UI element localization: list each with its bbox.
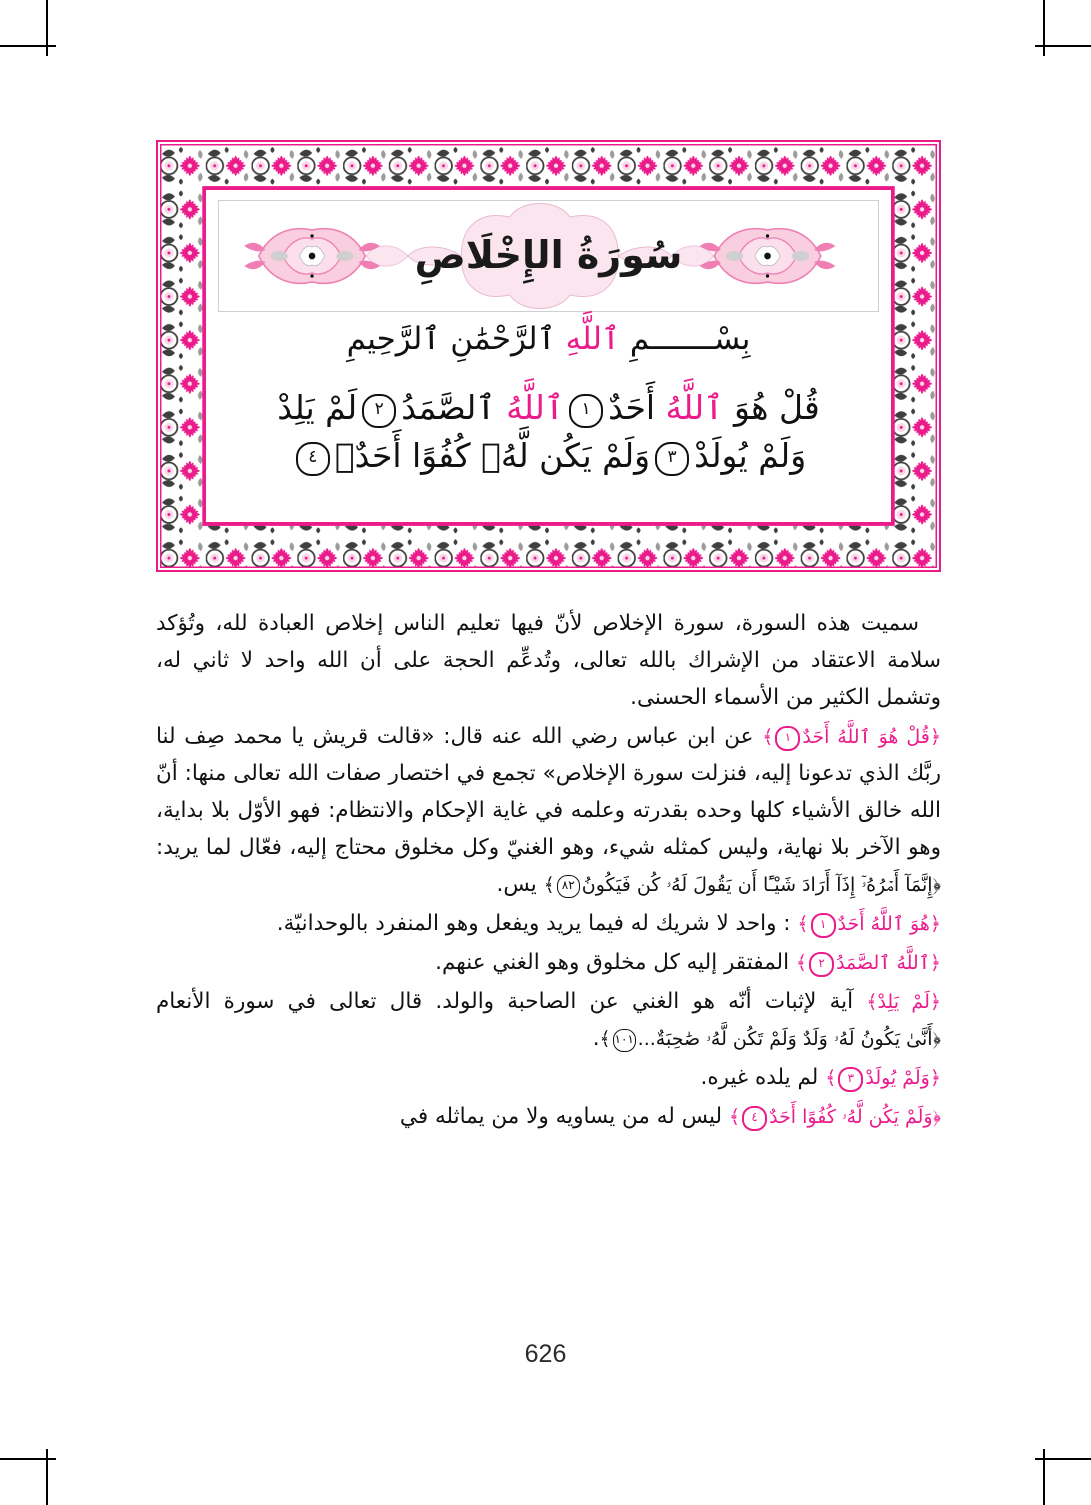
ayah-marker-2: ٢: [362, 394, 396, 428]
ayah-1-part-b: أَحَدٌ: [608, 388, 666, 427]
inline-quote-close-6: ﴾: [728, 1105, 741, 1128]
anam-period: .: [592, 1025, 600, 1051]
inline-quote-close-3: ﴾: [795, 951, 808, 974]
commentary-intro-paragraph: سميت هذه السورة، سورة الإخلاص لأنّ فيها تعليم الناس إخلاص العبادة لله، وتُؤكد سلامة الاعتقاد من الإشراك بالله تعالى، وتُدعِّم الحجة على أن الله واحد لا ثاني له، وتشمل الكثير من الأسماء الحسنى.: [156, 611, 941, 710]
inline-quote-text-6: ﴿وَلَمْ يَكُن لَّهُۥ كُفُوًا أَحَدٌ: [769, 1105, 941, 1128]
crop-mark-top-left-horizontal: [0, 45, 56, 47]
inline-ayah-badge-2: ٢: [809, 952, 834, 977]
inline-quran-quote-ayah-1: [762, 724, 941, 748]
anam-ayah-badge: ١٠١: [613, 1029, 636, 1052]
commentary-text-1: عن ابن عباس رضي الله عنه قال: «قالت قريش يا محمد صِف لنا ربَّك الذي تدعونا إليه، فنزلت سورة الإخلاص» تجمع في اختصار صفات الله تعالى منها: أنّ الله خالق الأشياء كلها وحده بقدرته وعلمه في غاية الإحكام والانتظام: فهو الأوّل بلا بداية، وهو الآخر بلا نهاية، وليس كمثله شيء، وهو الغنيّ وكل مخلوق محتاج إليه، فعّال لما يريد:: [156, 723, 941, 860]
page-number: 626: [524, 1340, 567, 1368]
ayah-marker-1: ١: [569, 394, 603, 428]
ayah-3-tail: وَلَمْ يُولَدْ: [694, 435, 807, 475]
commentary-block-ayah-2-tafsir: [156, 945, 941, 982]
basmala-before: بِسْـــــــمِ: [620, 321, 751, 357]
basmala-allah-highlight: ٱللَّهِ: [565, 321, 621, 357]
ayah-1-part-a: قُلْ هُوَ: [723, 388, 820, 427]
inline-quran-quote-ayah-1b: [797, 911, 941, 935]
ayah-2-allah: ٱللَّهُ: [506, 388, 565, 427]
inline-ayah-badge-1b: ١: [811, 913, 836, 938]
inline-ayah-badge-1: ١: [775, 726, 800, 751]
ayah-1-allah: ٱللَّهُ: [665, 388, 724, 427]
surah-title-cartouche: [218, 200, 879, 312]
yaseen-quote-text: ﴿إِنَّمَآ أَمۡرُهُۥٓ إِذَآ أَرَادَ شَيْـًٔا أَن يَقُولَ لَهُۥ كُن فَيَكُونُ: [581, 873, 941, 896]
crop-mark-top-right-horizontal: [1035, 45, 1091, 47]
commentary-block-ayah-1-asbab: [156, 719, 941, 904]
inline-quote-text-2: ﴿هُوَ ٱللَّهُ أَحَدٌ: [837, 912, 941, 935]
commentary-block-ayah-3a-tafsir: [156, 984, 941, 1058]
basmala: [210, 322, 887, 356]
anam-quote-close: ﴾: [599, 1027, 611, 1050]
inline-quote-close-1: ﴾: [762, 725, 774, 748]
inline-quote-text-5: ﴿وَلَمْ يُولَدْ: [865, 1066, 941, 1089]
ayah-2-samad: ٱلصَّمَدُ: [401, 388, 507, 427]
commentary-text-2: : واحد لا شريك له فيما يريد ويفعل وهو المنفرد بالوحدانيّة.: [276, 910, 791, 936]
ayah-marker-3: ٣: [655, 442, 689, 476]
ayah-marker-4: ٤: [296, 442, 330, 476]
commentary-text-4: آية لإثبات أنّه هو الغني عن الصاحبة والولد. قال تعالى في سورة الأنعام: [156, 988, 854, 1014]
crop-mark-bottom-right-horizontal: [1035, 1458, 1091, 1460]
inline-quote-close-5: ﴾: [825, 1066, 837, 1089]
inline-ayah-badge-3: ٣: [838, 1067, 863, 1092]
anam-quote-text: ﴿أَنَّىٰ يَكُونُ لَهُۥ وَلَدٌ وَلَمْ تَكُن لَّهُۥ صَٰحِبَةٌ...: [637, 1027, 941, 1050]
inline-quote-text-3: ﴿ٱللَّهُ ٱلصَّمَدُ: [836, 951, 941, 974]
commentary-block-ayah-1-tafsir: [156, 906, 941, 943]
ayah-3-head: لَمْ يَلِدْ: [277, 388, 358, 427]
ayah-line-1: [224, 384, 873, 432]
surah-title: سُورَةُ الإِخْلَاصِ: [414, 233, 683, 278]
basmala-after: ٱلرَّحْمَٰنِ ٱلرَّحِيمِ: [346, 321, 566, 357]
yaseen-quote-close: ﴾: [543, 873, 555, 896]
commentary-block-ayah-3b-tafsir: [156, 1060, 941, 1097]
commentary-text-3: المفتقر إليه كل مخلوق وهو الغني عنهم.: [435, 949, 790, 975]
inline-quote-close-2: ﴾: [797, 912, 809, 935]
inline-ayah-badge-4: ٤: [742, 1106, 767, 1131]
inline-quran-quote-ayah-3a: [866, 989, 941, 1013]
yaseen-ayah-badge: ٨٢: [557, 875, 580, 898]
inline-quote-text-1: ﴿قُلْ هُوَ ٱللَّهُ أَحَدٌ: [802, 725, 941, 748]
surah-frame-inner-panel: [204, 188, 893, 524]
surah-ayah-lines: [224, 384, 873, 480]
ayah-4-text: وَلَمْ يَكُن لَّهُۥ كُفُوًا أَحَدٌۢ: [334, 435, 651, 475]
crop-mark-top-right-vertical: [1043, 0, 1045, 56]
commentary-text-6: ليس له من يساويه ولا من يماثله في: [399, 1103, 723, 1129]
inline-quran-quote-ayah-4: [729, 1104, 941, 1128]
ayah-line-2: [224, 432, 873, 480]
page-content: [150, 140, 941, 1410]
surah-ornamental-frame: [156, 140, 941, 572]
inline-quran-anam-quote: [600, 1028, 941, 1050]
inline-quran-quote-ayah-3b: [825, 1065, 941, 1089]
inline-quran-yaseen-quote: [544, 874, 941, 896]
inline-quran-quote-ayah-2: [796, 950, 941, 974]
crop-mark-bottom-left-horizontal: [0, 1458, 56, 1460]
inline-quote-text-4: ﴿لَمْ يَلِدْ﴾: [866, 990, 941, 1013]
yaseen-surah-reference: يس.: [496, 871, 537, 897]
commentary-block-ayah-4-tafsir: [156, 1099, 941, 1136]
commentary-text-5: لم يلده غيره.: [700, 1064, 819, 1090]
commentary-body: [156, 606, 941, 1136]
crop-mark-top-left-vertical: [46, 0, 48, 56]
